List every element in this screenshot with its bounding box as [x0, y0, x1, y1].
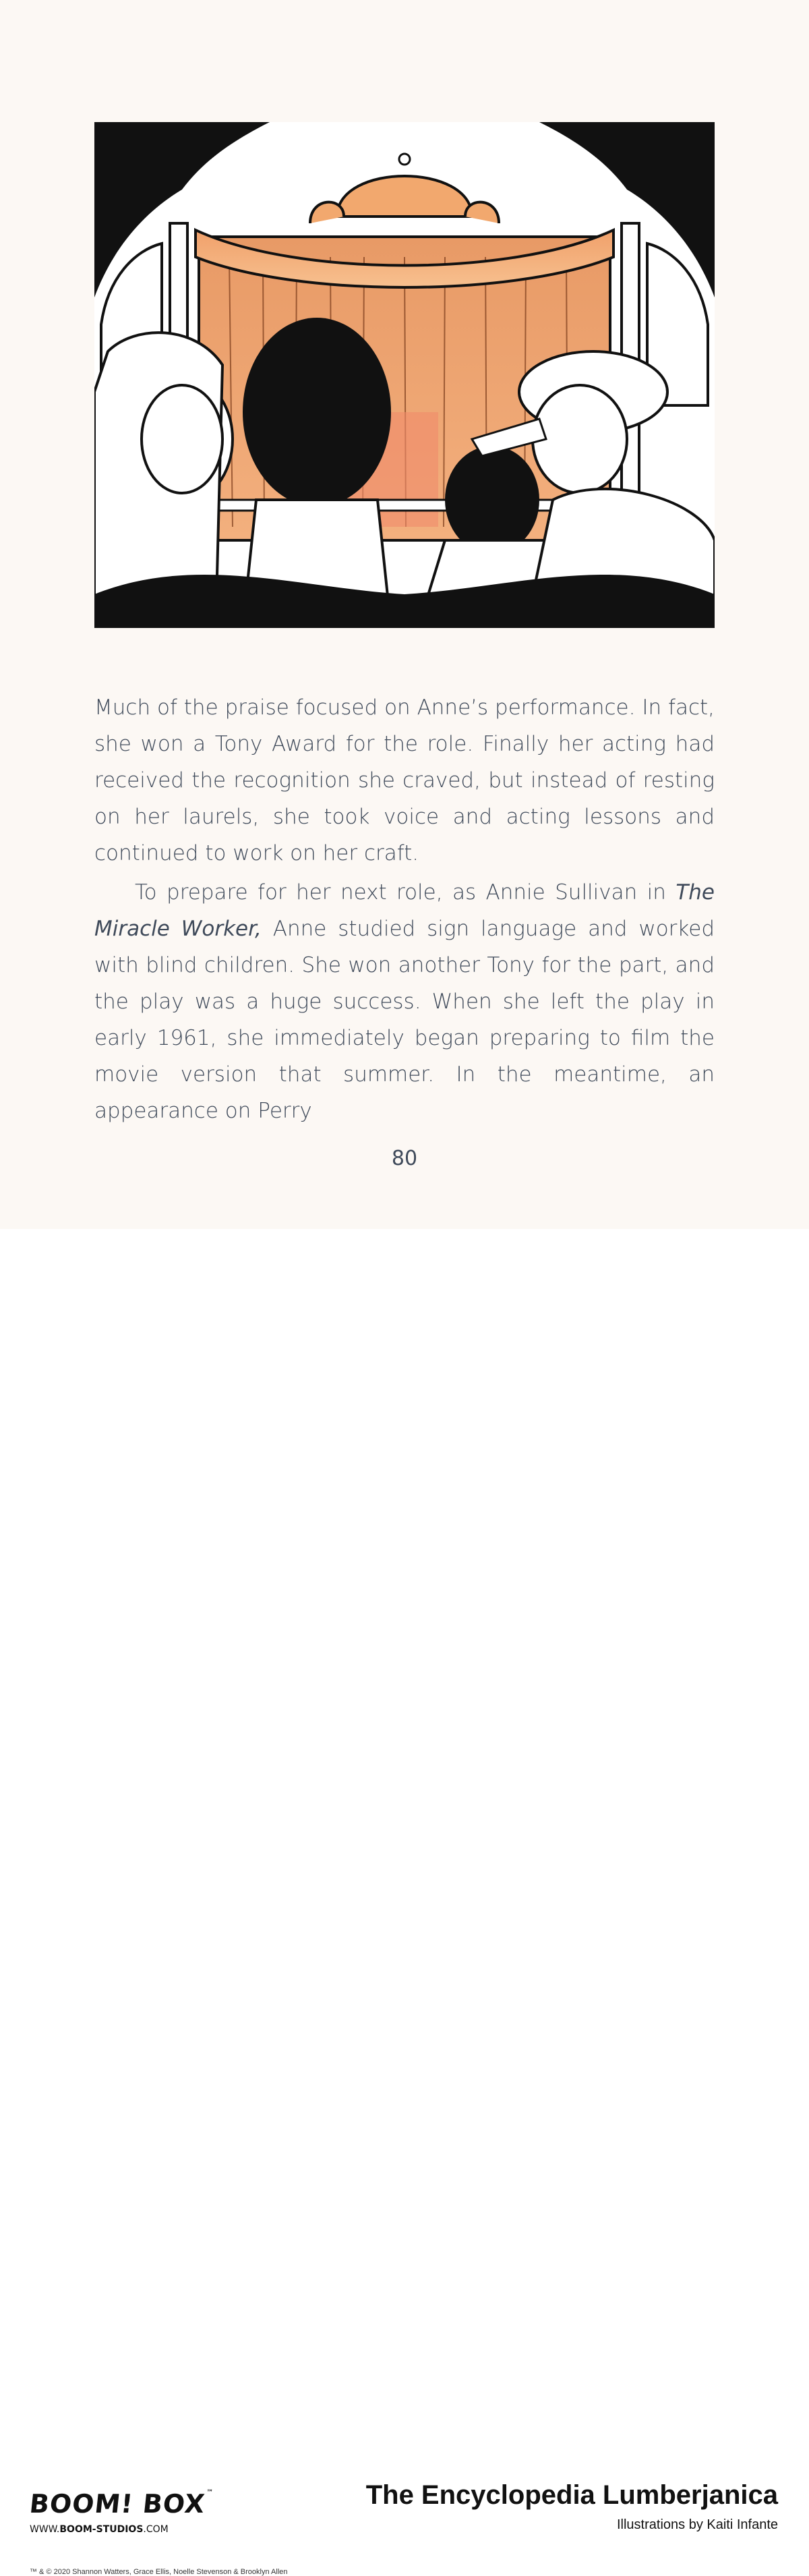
illustration-credit: Illustrations by Kaiti Infante [616, 2517, 778, 2532]
logo-tm: ™ [206, 2489, 214, 2496]
publisher-url[interactable] [30, 2524, 169, 2535]
page-number: 80 [391, 1147, 418, 1170]
footer [0, 1229, 809, 2576]
paragraph-1: Much of the praise focused on Anne’s performance. In fact, she won a Tony Award for the role. Finally her acting had received the recognition she craved, but instead of resting on her laurels, she took voice and acting lessons and continued to work on her craft. [94, 695, 715, 865]
play-title: The Miracle Worker, [94, 880, 715, 941]
body-text [94, 689, 715, 1129]
boom-box-logo [28, 2489, 214, 2519]
theater-audience-illustration-icon [94, 122, 715, 628]
copyright-notice: ™ & © 2020 Shannon Watters, Grace Ellis, Noelle Stevenson & Brooklyn Allen [30, 2568, 288, 2576]
theater-illustration [94, 122, 715, 628]
paragraph-2 [94, 874, 715, 1129]
url-suffix: .COM [143, 2524, 169, 2535]
url-prefix: WWW. [30, 2524, 60, 2535]
book-title: The Encyclopedia Lumberjanica [365, 2480, 778, 2510]
url-domain: BOOM-STUDIOS [59, 2524, 144, 2535]
paragraph-2-start: To prepare for her next role, as Annie Sullivan in [135, 880, 676, 905]
paragraph-2-end: Anne studied sign language and worked with blind children. She won another Tony for the part, and the play was a huge success. When she left the play in early 1961, she immediately began preparing to film the movie version that summer. In the meantime, an appearance on Perry [94, 917, 715, 1123]
book-page [0, 0, 809, 1229]
logo-text: BOOM! BOX [28, 2489, 207, 2519]
